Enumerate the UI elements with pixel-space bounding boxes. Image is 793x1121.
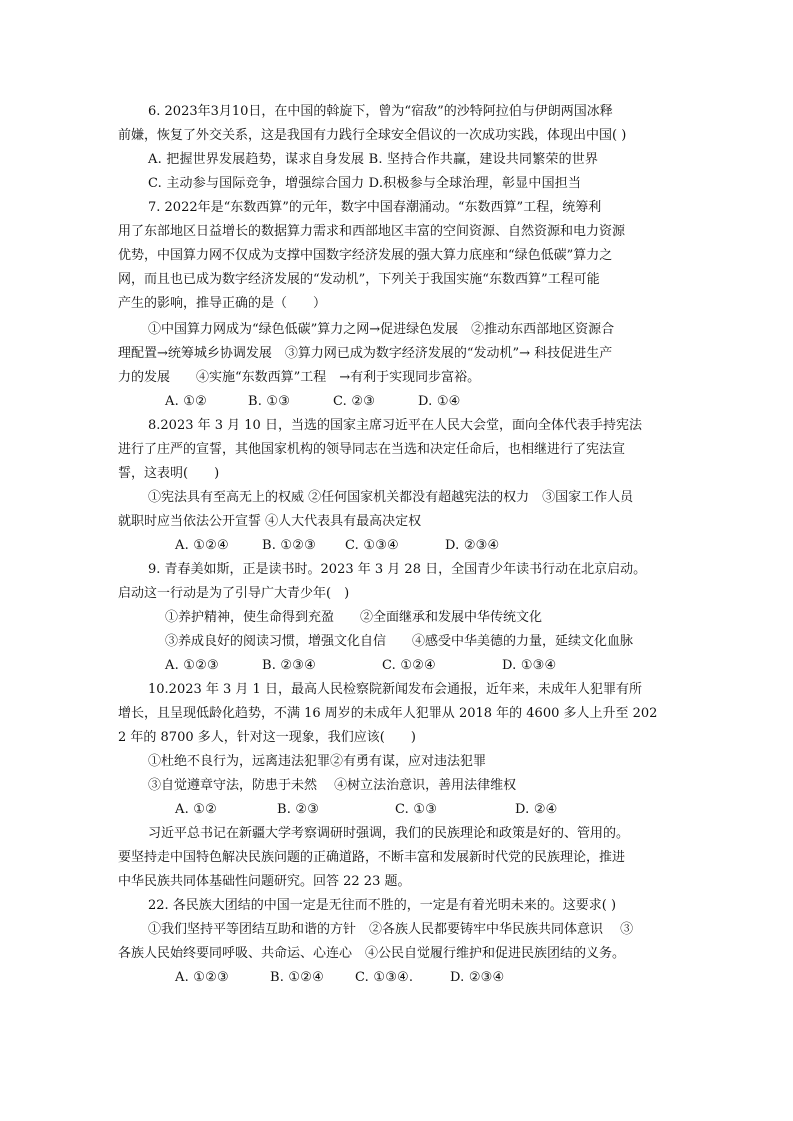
q8-stem-line-2: 进行了庄严的宣誓，其他国家机构的领导同志在当选和决定任命后，也相继进行了宪法宣 <box>118 442 626 457</box>
q22-stem-line-1: 22. 各民族大团结的中国一定是无往而不胜的，一定是有着光明未来的。这要求( ) <box>148 898 617 913</box>
q9-option-a: A. ①②③ <box>165 658 219 673</box>
q6-stem-line-2: 前嫌，恢复了外交关系，这是我国有力践行全球安全倡议的一次成功实践，体现出中国( ) <box>118 128 627 143</box>
q7-stem-line-1: 7. 2022年是“东数西算”的元年，数字中国春潮涌动。“东数西算”工程，统筹利 <box>148 200 602 215</box>
q7-option-d: D. ①④ <box>418 394 461 409</box>
q9-option-b: B. ②③④ <box>262 658 316 673</box>
q10-statement-line-2: ③自觉遵章守法，防患于未然 ④树立法治意识，善用法律维权 <box>148 778 517 793</box>
q9-statement-line-2: ③养成良好的阅读习惯，增强文化自信 ④感受中华美德的力量，延续文化血脉 <box>165 634 634 649</box>
q6-options-ab: A. 把握世界发展趋势，谋求自身发展 B. 坚持合作共赢，建设共同繁荣的世界 <box>148 152 599 167</box>
q8-option-b: B. ①②③ <box>262 538 316 553</box>
q7-stem-line-5: 产生的影响，推导正确的是（ ） <box>118 296 327 311</box>
q10-stem-line-1: 10.2023 年 3 月 1 日，最高人民检察院新闻发布会通报，近年来，未成年人犯罪有所 <box>148 682 642 697</box>
q8-statement-line-2: 就职时应当依法公开宣誓 ④人大代表具有最高决定权 <box>118 514 422 529</box>
q10-statement-line-1: ①杜绝不良行为，远离违法犯罪②有勇有谋，应对违法犯罪 <box>148 754 487 769</box>
q9-statement-line-1: ①养护精神，使生命得到充盈 ②全面继承和发展中华传统文化 <box>165 610 543 625</box>
q7-stem-line-2: 用了东部地区日益增长的数据算力需求和西部地区丰富的空间资源、自然资源和电力资源 <box>118 224 626 239</box>
q22-option-b: B. ①②④ <box>270 970 324 985</box>
q7-option-c: C. ②③ <box>333 394 376 409</box>
q22-statement-line-2: 各族人民始终要同呼吸、共命运、心连心 ④公民自觉履行维护和促进民族团结的义务。 <box>118 946 626 961</box>
q10-option-c: C. ①③ <box>395 802 438 817</box>
q22-option-a: A. ①②③ <box>175 970 229 985</box>
q9-option-d: D. ①③④ <box>502 658 557 673</box>
q22-statement-line-1: ①我们坚持平等团结互助和谐的方针 ②各族人民都要铸牢中华民族共同体意识 ③ <box>148 922 634 937</box>
q8-option-d: D. ②③④ <box>445 538 500 553</box>
q10-option-a: A. ①② <box>175 802 217 817</box>
q8-option-c: C. ①③④ <box>345 538 399 553</box>
q22-option-d: D. ②③④ <box>450 970 505 985</box>
q7-statement-line-1: ①中国算力网成为“绿色低碳”算力之网→促进绿色发展 ②推动东西部地区资源合 <box>148 322 615 337</box>
q10-option-b: B. ②③ <box>277 802 320 817</box>
q9-stem-line-2: 启动这一行动是为了引导广大青少年( ) <box>118 586 350 601</box>
q8-stem-line-3: 誓，这表明( ) <box>118 466 220 481</box>
q7-option-b: B. ①③ <box>248 394 291 409</box>
q7-option-a: A. ①② <box>165 394 207 409</box>
intro-line-1: 习近平总书记在新疆大学考察调研时强调，我们的民族理论和政策是好的、管用的。 <box>148 826 630 841</box>
q10-stem-line-2: 增长，且呈现低龄化趋势，不满 16 周岁的未成年人犯罪从 2018 年的 4600 多人上升至 202 <box>118 706 658 721</box>
q6-options-cd: C. 主动参与国际竞争，增强综合国力 D.积极参与全球治理，彰显中国担当 <box>148 176 582 191</box>
intro-line-2: 要坚持走中国特色解决民族问题的正确道路，不断丰富和发展新时代党的民族理论，推进 <box>118 850 626 865</box>
q7-stem-line-3: 优势，中国算力网不仅成为支撑中国数字经济发展的强大算力底座和“绿色低碳”算力之 <box>118 248 613 263</box>
intro-line-3: 中华民族共同体基础性问题研究。回答 22 23 题。 <box>118 874 411 889</box>
q8-stem-line-1: 8.2023 年 3 月 10 日，当选的国家主席习近平在人民大会堂，面向全体代表手持宪法 <box>148 418 642 433</box>
q8-statement-line-1: ①宪法具有至高无上的权威 ②任何国家机关都没有超越宪法的权力 ③国家工作人员 <box>148 490 634 505</box>
q9-stem-line-1: 9. 青春美如斯，正是读书时。2023 年 3 月 28 日，全国青少年读书行动在北京启动。 <box>148 562 647 577</box>
q10-stem-line-3: 2 年的 8700 多人，针对这一现象，我们应该( ) <box>118 730 416 745</box>
q7-statement-line-3: 力的发展 ④实施“东数西算”工程 →有利于实现同步富裕。 <box>118 370 481 385</box>
q7-stem-line-4: 网，而且也已成为数字经济发展的“发动机”，下列关于我国实施“东数西算”工程可能 <box>118 272 600 287</box>
q10-option-d: D. ②④ <box>515 802 558 817</box>
q7-statement-line-2: 理配置→统筹城乡协调发展 ③算力网已成为数字经济发展的“发动机”→ 科技促进生产 <box>118 346 613 361</box>
q6-stem-line-1: 6. 2023年3月10日，在中国的斡旋下，曾为“宿敌”的沙特阿拉伯与伊朗两国冰释 <box>148 104 613 119</box>
q8-option-a: A. ①②④ <box>175 538 229 553</box>
q22-option-c: C. ①③④. <box>355 970 414 985</box>
q9-option-c: C. ①②④ <box>382 658 436 673</box>
